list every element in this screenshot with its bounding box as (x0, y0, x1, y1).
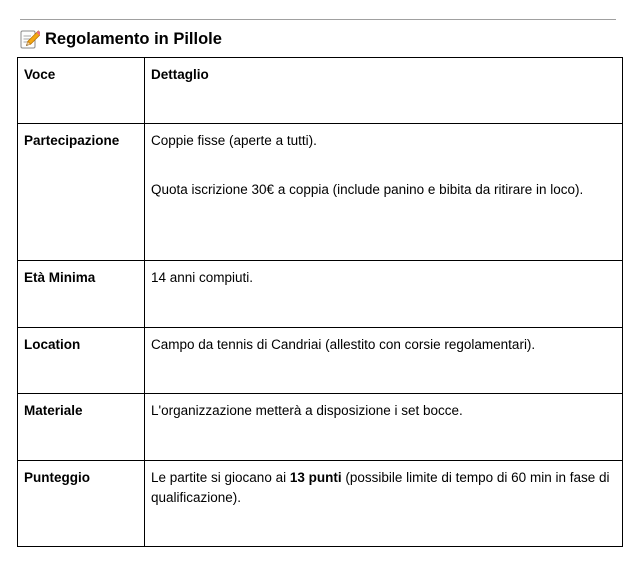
detail-text: Le partite si giocano ai (151, 470, 290, 485)
table-header-row (18, 58, 623, 124)
row-key-location: Location (18, 328, 145, 394)
detail-text: (possibile limite di tempo di 60 min in fase di qualificazione). (151, 470, 610, 505)
memo-icon (19, 29, 40, 50)
table-row (18, 328, 623, 394)
row-key-punteggio: Punteggio (18, 461, 145, 547)
detail-paragraph: Coppie fisse (aperte a tutti). (151, 133, 317, 148)
row-key-partecipazione: Partecipazione (18, 124, 145, 261)
table-row (18, 124, 623, 261)
table-row (18, 461, 623, 547)
row-detail-punteggio (145, 461, 623, 547)
row-detail-location: Campo da tennis di Candriai (allestito con corsie regolamentari). (145, 328, 623, 394)
table-row (18, 394, 623, 461)
rules-table (17, 57, 623, 547)
row-detail-materiale: L'organizzazione metterà a disposizione i set bocce. (145, 394, 623, 461)
header-voce: Voce (18, 58, 145, 124)
table-row (18, 261, 623, 328)
detail-emphasis: 13 punti (289, 470, 342, 485)
header-dettaglio: Dettaglio (145, 58, 623, 124)
row-key-materiale: Materiale (18, 394, 145, 461)
section-heading (19, 28, 222, 50)
horizontal-divider (20, 19, 616, 20)
section-title: Regolamento in Pillole (45, 29, 222, 48)
row-key-eta-minima: Età Minima (18, 261, 145, 328)
row-detail-partecipazione (145, 124, 623, 261)
row-detail-eta-minima: 14 anni compiuti. (145, 261, 623, 328)
detail-paragraph: Quota iscrizione 30€ a coppia (include panino e bibita da ritirare in loco). (151, 182, 584, 197)
